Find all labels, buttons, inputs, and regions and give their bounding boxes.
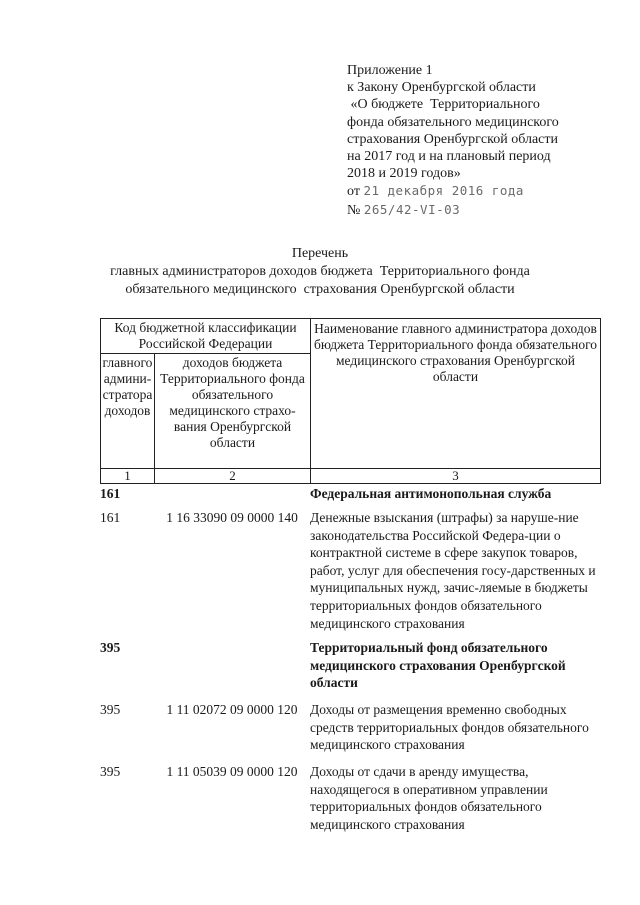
income-code: 1 11 02072 09 0000 120 (166, 702, 298, 717)
admin-code-header: главного админи-стратора доходов (101, 354, 155, 469)
income-code (154, 485, 310, 509)
column-number: 2 (155, 469, 311, 484)
table-row (100, 485, 600, 509)
column-number: 3 (311, 469, 601, 484)
table-body (100, 485, 600, 833)
number-prefix: № (347, 202, 364, 218)
table-row (100, 701, 600, 763)
number-line (347, 201, 607, 219)
income-code-header: доходов бюджета Территориального фонда обязательного медицинского страхо-вания Оренбургской области (155, 354, 311, 469)
title-line: обязательного медицинского страхования Оренбургской области (125, 282, 515, 297)
appendix-line: фонда обязательного медицинского (347, 114, 559, 130)
income-name: Доходы от сдачи в аренду имущества, находящегося в оперативном управлении территориальных фондов обязательного медицинского страхования (310, 764, 548, 832)
appendix-line: «О бюджете Территориального (347, 97, 540, 113)
appendix-line: 2018 и 2019 годов» (347, 166, 461, 182)
admin-name: Территориальный фонд обязательного медицинского страхования Оренбургской области (310, 640, 566, 691)
appendix-line: к Закону Оренбургской области (347, 80, 536, 96)
income-name: Доходы от размещения временно свободных средств территориальных фондов обязательного медицинского страхования (310, 702, 589, 753)
income-code (154, 639, 310, 701)
number-stamp: 265/42-VI-03 (363, 201, 461, 217)
admin-name: Федеральная антимонопольная служба (310, 486, 552, 501)
kbk-header: Код бюджетной классификации Российской Федерации (101, 319, 311, 354)
title-line: главных администраторов доходов бюджета Территориального фонда (110, 264, 530, 279)
name-header: Наименование главного администратора доходов бюджета Территориального фонда обязательного медицинского страхования Оренбургской области (311, 319, 601, 469)
income-code: 1 11 05039 09 0000 120 (166, 764, 298, 779)
admin-code: 395 (100, 764, 121, 779)
income-code: 1 16 33090 09 0000 140 (166, 510, 298, 525)
admin-code: 161 (100, 510, 121, 525)
document-title (100, 245, 540, 299)
table-row (100, 763, 600, 833)
column-number: 1 (101, 469, 155, 484)
table-row (100, 509, 600, 639)
table-row (100, 639, 600, 701)
admin-code: 395 (100, 640, 121, 655)
appendix-line: на 2017 год и на плановый период (347, 149, 551, 165)
income-name: Денежные взыскания (штрафы) за наруше-ние законодательства Российской Федера-ции о контрактной системе в сфере закупок товаров, работ, услуг для обеспечения госу-дарственных и муниципальных нужд, зачис-ляемые в бюджеты территориальных фондов обязательного медицинского страхования (310, 510, 596, 631)
admin-code: 395 (100, 702, 121, 717)
date-prefix: от (347, 184, 364, 200)
appendix-line: страхования Оренбургской области (347, 131, 558, 147)
appendix-header (347, 62, 607, 219)
header-table (100, 318, 601, 484)
admin-code: 161 (100, 486, 121, 501)
appendix-line: Приложение 1 (347, 63, 433, 78)
date-stamp: 21 декабря 2016 года (363, 183, 524, 199)
title-line: Перечень (291, 246, 349, 261)
date-line (347, 182, 607, 200)
